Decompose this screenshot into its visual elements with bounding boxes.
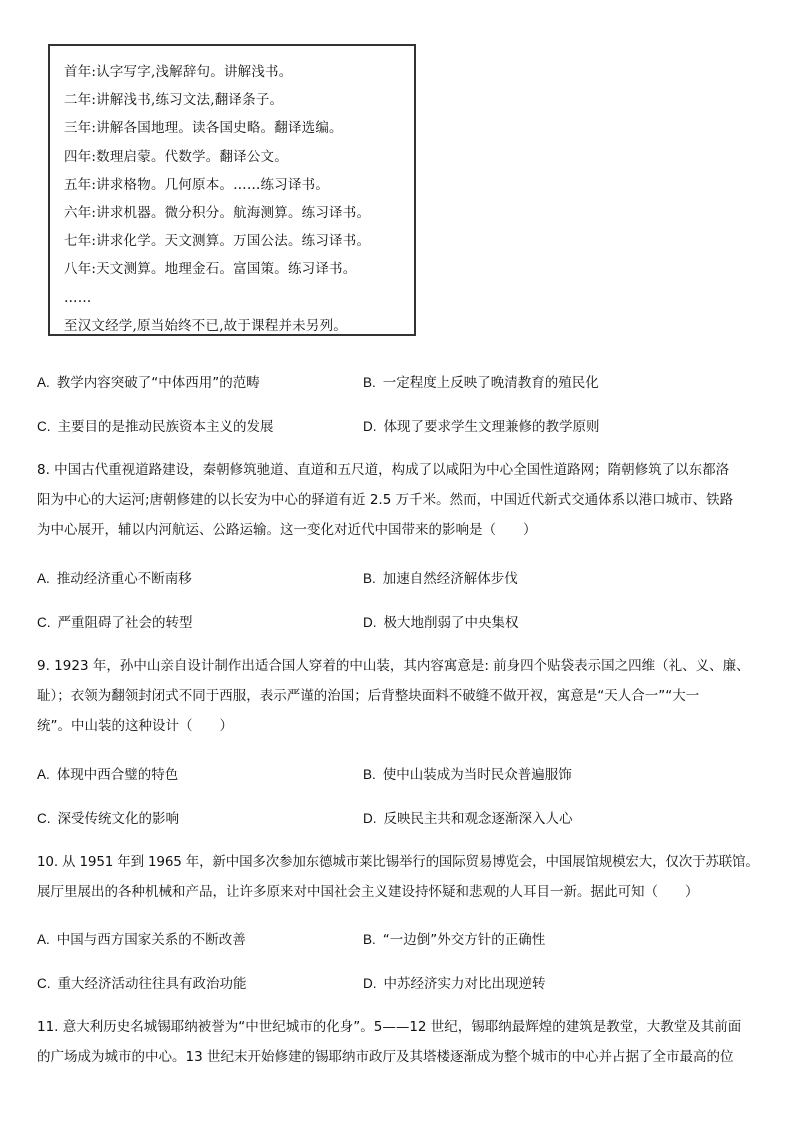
option-letter: D. — [363, 615, 377, 630]
option-text: 深受传统文化的影响 — [57, 811, 179, 827]
option-letter: D. — [363, 811, 377, 826]
option-letter: A. — [37, 767, 50, 782]
stem-line: 展厅里展出的各种机械和产品，让许多原来对中国社会主义建设持怀疑和悲观的人耳目一新。据此可知（ ） — [37, 884, 699, 900]
option-text: 体现中西合璧的特色 — [56, 767, 179, 783]
option-text: 推动经济重心不断南移 — [56, 571, 192, 587]
question-11-stem — [37, 1012, 759, 1072]
stem-line: 10. 从 1951 年到 1965 年，新中国多次参加东德城市莱比锡举行的国际贸易博览会，中国展馆规模宏大，仅次于苏联馆。 — [37, 854, 759, 870]
curriculum-line: 至汉文经学,原当始终不已,故于课程并未另列。 — [64, 317, 347, 334]
curriculum-line: 五年:讲求格物。几何原本。……练习译书。 — [64, 176, 330, 193]
option-letter: C. — [37, 615, 51, 630]
option-text: 中国与西方国家关系的不断改善 — [56, 932, 246, 948]
stem-line: 为中心展开，辅以内河航运、公路运输。这一变化对近代中国带来的影响是（ ） — [37, 522, 537, 538]
option-letter: B. — [363, 571, 376, 586]
option-text: “一边倒”外交方针的正确性 — [382, 932, 546, 948]
curriculum-line: 四年:数理启蒙。代数学。翻译公文。 — [64, 148, 288, 165]
option-text: 教学内容突破了“中体西用”的范畴 — [56, 375, 260, 391]
q9-option-c[interactable] — [37, 807, 179, 827]
option-text: 加速自然经济解体步伐 — [382, 571, 518, 587]
option-text: 严重阻碍了社会的转型 — [57, 615, 193, 631]
stem-line: 统”。中山装的这种设计（ ） — [37, 718, 233, 734]
stem-line: 阳为中心的大运河;唐朝修建的以长安为中心的驿道有近 2.5 万千米。然而，中国近代新式交通体系以港口城市、铁路 — [37, 492, 734, 508]
stem-line: 耻）；衣领为翻领封闭式不同于西服，表示严谨的治国；后背整块面料不破缝不做开衩，寓意是“天人合一”“大一 — [37, 688, 700, 704]
stem-line: 11. 意大利历史名城锡耶纳被誉为“中世纪城市的化身”。5——12 世纪，锡耶纳最辉煌的建筑是教堂，大教堂及其前面 — [37, 1019, 742, 1035]
question-9-stem — [37, 651, 759, 741]
q7-option-b[interactable] — [363, 371, 599, 391]
stem-line: 9. 1923 年，孙中山亲自设计制作出适合国人穿着的中山装，其内容寓意是: 前身四个贴袋表示国之四维（礼、义、廉、 — [37, 658, 750, 674]
option-text: 重大经济活动往往具有政治功能 — [57, 976, 247, 992]
option-letter: B. — [363, 375, 376, 390]
stem-line: 8. 中国古代重视道路建设，秦朝修筑驰道、直道和五尺道，构成了以咸阳为中心全国性道路网；隋朝修筑了以东都洛 — [37, 462, 730, 478]
q9-option-b[interactable] — [363, 763, 572, 783]
q8-option-a[interactable] — [37, 567, 192, 587]
stem-line: 的广场成为城市的中心。13 世纪末开始修建的锡耶纳市政厅及其塔楼逐渐成为整个城市的中心并占据了全市最高的位 — [37, 1049, 734, 1065]
q8-option-b[interactable] — [363, 567, 518, 587]
option-letter: B. — [363, 932, 376, 947]
option-text: 使中山装成为当时民众普遍服饰 — [382, 767, 572, 783]
q9-option-d[interactable] — [363, 807, 573, 827]
curriculum-table — [48, 44, 416, 336]
option-letter: A. — [37, 571, 50, 586]
q8-option-c[interactable] — [37, 611, 193, 631]
curriculum-line: 八年:天文测算。地理金石。富国策。练习译书。 — [64, 261, 357, 278]
q9-option-a[interactable] — [37, 763, 178, 783]
option-text: 体现了要求学生文理兼修的教学原则 — [383, 419, 600, 435]
curriculum-line: 六年:讲求机器。微分积分。航海测算。练习译书。 — [64, 205, 371, 222]
option-letter: A. — [37, 932, 50, 947]
q8-option-d[interactable] — [363, 611, 519, 631]
q7-option-c[interactable] — [37, 415, 274, 435]
option-letter: C. — [37, 419, 51, 434]
q7-option-d[interactable] — [363, 415, 600, 435]
question-8-stem — [37, 455, 759, 545]
curriculum-line: …… — [64, 289, 92, 306]
option-letter: D. — [363, 419, 377, 434]
curriculum-line: 二年:讲解浅书,练习文法,翻译条子。 — [64, 92, 284, 109]
curriculum-line: 七年:讲求化学。天文测算。万国公法。练习译书。 — [64, 233, 371, 250]
q10-option-b[interactable] — [363, 928, 545, 948]
option-text: 极大地削弱了中央集权 — [383, 615, 519, 631]
q7-option-a[interactable] — [37, 371, 260, 391]
option-letter: C. — [37, 811, 51, 826]
option-letter: D. — [363, 976, 377, 991]
question-10-stem — [37, 847, 759, 907]
option-text: 一定程度上反映了晚清教育的殖民化 — [382, 375, 599, 391]
option-letter: A. — [37, 375, 50, 390]
q10-option-d[interactable] — [363, 972, 546, 992]
option-letter: C. — [37, 976, 51, 991]
curriculum-line: 首年:认字写字,浅解辞句。讲解浅书。 — [64, 64, 293, 80]
q10-option-a[interactable] — [37, 928, 246, 948]
option-text: 主要目的是推动民族资本主义的发展 — [57, 419, 274, 435]
curriculum-line: 三年:讲解各国地理。读各国史略。翻译选编。 — [64, 120, 343, 137]
q10-option-c[interactable] — [37, 972, 247, 992]
option-text: 反映民主共和观念逐渐深入人心 — [383, 811, 573, 827]
option-letter: B. — [363, 767, 376, 782]
option-text: 中苏经济实力对比出现逆转 — [383, 976, 546, 992]
